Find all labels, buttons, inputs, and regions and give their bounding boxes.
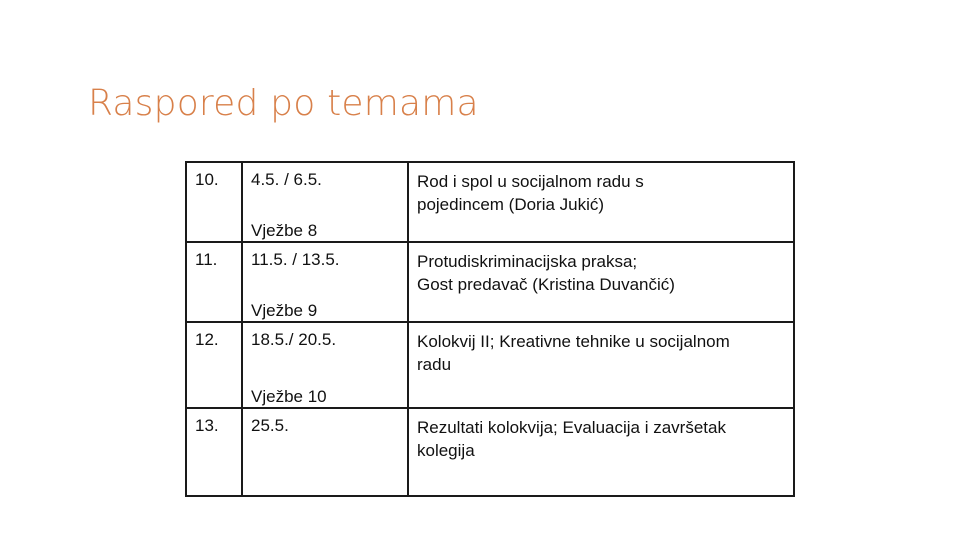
topic-text	[417, 170, 787, 216]
topic-cell	[408, 322, 794, 408]
schedule-table	[185, 161, 795, 497]
lecture-dates: 4.5. / 6.5.	[251, 170, 322, 189]
date-cell	[242, 408, 408, 496]
topic-text	[417, 416, 787, 462]
week-number-cell	[186, 408, 242, 496]
topic-line: Protudiskriminacijska praksa;	[417, 252, 638, 271]
date-cell	[242, 242, 408, 322]
date-cell	[242, 322, 408, 408]
topic-line: Rod i spol u socijalnom radu s	[417, 172, 644, 191]
week-number: 11.	[195, 250, 218, 269]
table-row	[186, 162, 794, 242]
lecture-dates: 18.5./ 20.5.	[251, 330, 337, 349]
topic-cell	[408, 408, 794, 496]
table-row	[186, 322, 794, 408]
topic-line: radu	[417, 355, 452, 374]
week-number-cell	[186, 322, 242, 408]
week-number: 10.	[195, 170, 219, 189]
slide-title: Raspored po temama	[88, 83, 479, 124]
lecture-dates: 11.5. / 13.5.	[251, 250, 340, 269]
exercise-label: Vježbe 9	[251, 301, 318, 320]
week-number-cell	[186, 162, 242, 242]
topic-line: Gost predavač (Kristina Duvančić)	[417, 275, 675, 294]
topic-cell	[408, 242, 794, 322]
topic-line: kolegija	[417, 441, 475, 460]
week-number: 13.	[195, 416, 219, 435]
table-row	[186, 408, 794, 496]
topic-cell	[408, 162, 794, 242]
date-cell	[242, 162, 408, 242]
week-number: 12.	[195, 330, 219, 349]
topic-text	[417, 330, 787, 376]
topic-line: pojedincem (Doria Jukić)	[417, 195, 605, 214]
topic-line: Rezultati kolokvija; Evaluacija i završetak	[417, 418, 726, 437]
lecture-dates: 25.5.	[251, 416, 289, 435]
exercise-label: Vježbe 8	[251, 221, 318, 240]
topic-text	[417, 250, 787, 296]
topic-line: Kolokvij II; Kreativne tehnike u socijalnom	[417, 332, 730, 351]
exercise-label: Vježbe 10	[251, 387, 327, 406]
table-row	[186, 242, 794, 322]
week-number-cell	[186, 242, 242, 322]
